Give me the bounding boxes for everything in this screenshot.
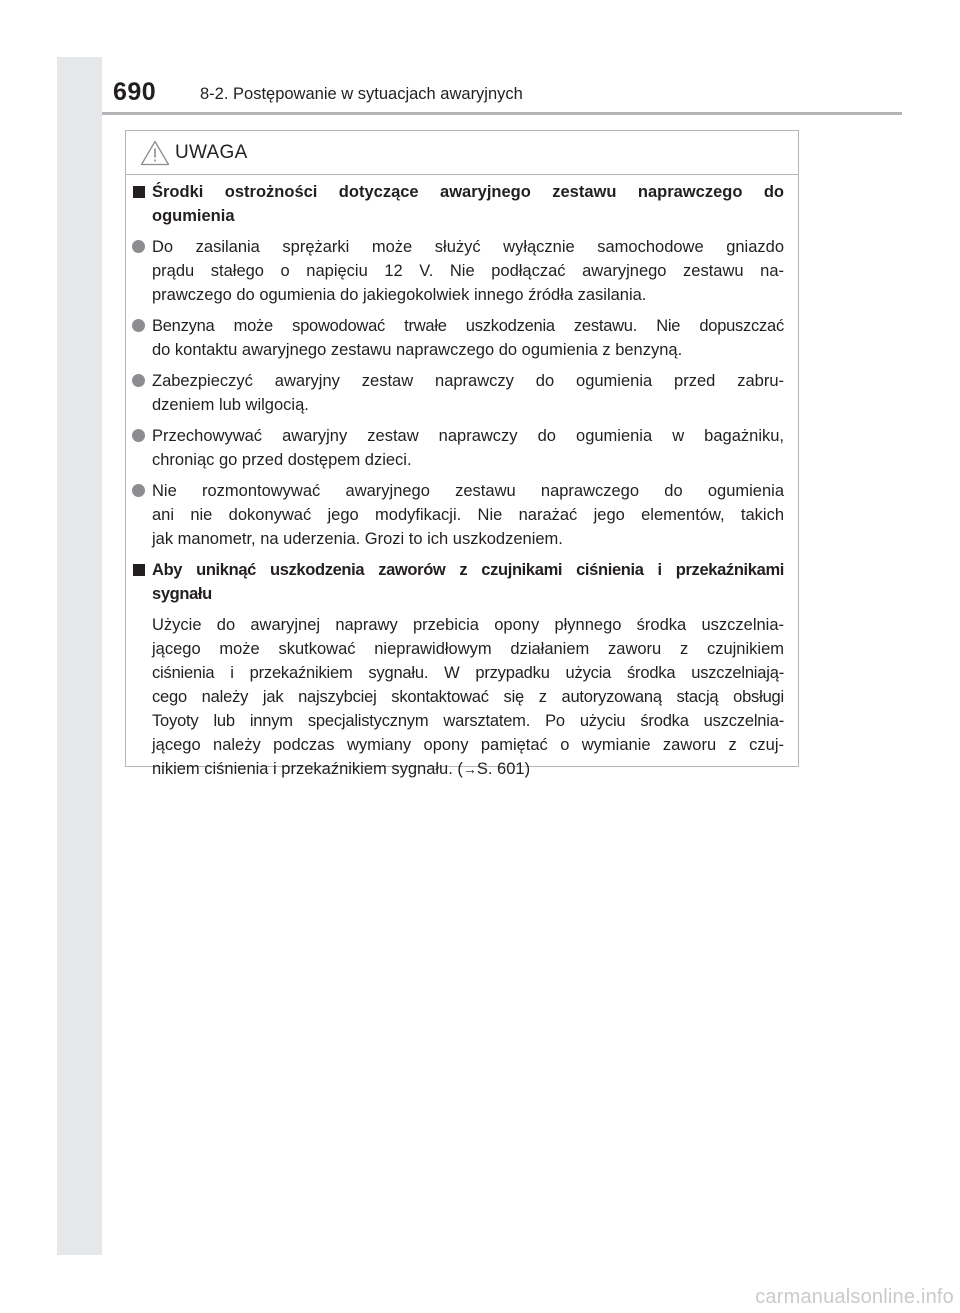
bullet-line: chroniąc go przed dostępem dzieci. — [152, 451, 412, 469]
bullet-line: Nie rozmontowywać awaryjnego zestawu naprawczego do ogumienia — [152, 482, 784, 500]
section-heading — [131, 180, 784, 228]
warning-content — [131, 180, 784, 781]
bullet-line: Zabezpieczyć awaryjny zestaw naprawczy do ogumienia przed zabru- — [152, 372, 784, 390]
paragraph-line — [152, 757, 784, 781]
section-title: 8-2. Postępowanie w sytuacjach awaryjnych — [200, 85, 523, 103]
bullet-line: Benzyna może spowodować trwałe uszkodzenia zestawu. Nie dopuszczać — [152, 317, 784, 335]
bullet-line: dzeniem lub wilgocią. — [152, 396, 309, 414]
list-item — [131, 424, 784, 472]
list-item — [131, 369, 784, 417]
warning-label: UWAGA — [175, 142, 248, 163]
circle-bullet-icon — [132, 374, 145, 387]
bullet-line: prądu stałego o napięciu 12 V. Nie podłączać awaryjnego zestawu na- — [152, 262, 784, 280]
circle-bullet-icon — [132, 429, 145, 442]
watermark: carmanualsonline.info — [755, 1286, 954, 1308]
heading-line: Aby uniknąć uszkodzenia zaworów z czujnikami ciśnienia i przekaźnikami — [152, 561, 784, 579]
paragraph-line: ciśnienia i przekaźnikiem sygnału. W przypadku użycia środka uszczelniają- — [152, 664, 784, 682]
circle-bullet-icon — [132, 240, 145, 253]
paragraph-line: Użycie do awaryjnej naprawy przebicia opony płynnego środka uszczelnia- — [152, 616, 784, 634]
bullet-line: ani nie dokonywać jego modyfikacji. Nie narażać jego elementów, takich — [152, 506, 784, 524]
section-heading — [131, 558, 784, 606]
page-number: 690 — [113, 78, 157, 106]
square-bullet-icon — [133, 186, 145, 198]
heading-line: sygnału — [152, 585, 212, 603]
square-bullet-icon — [133, 564, 145, 576]
heading-line: ogumienia — [152, 207, 235, 225]
circle-bullet-icon — [132, 319, 145, 332]
warning-triangle-icon — [140, 140, 170, 166]
warning-header-rule — [126, 174, 798, 175]
warning-box — [125, 130, 799, 778]
bullet-list — [131, 235, 784, 551]
arrow-right-icon: → — [462, 761, 477, 777]
page-reference: S. 601) — [476, 760, 531, 778]
circle-bullet-icon — [132, 484, 145, 497]
paragraph-line: jącego może skutkować nieprawidłowym działaniem zaworu z czujnikiem — [152, 640, 784, 658]
list-item — [131, 479, 784, 551]
bullet-line: Do zasilania sprężarki może służyć wyłącznie samochodowe gniazdo — [152, 238, 784, 256]
list-item — [131, 235, 784, 307]
paragraph-text: nikiem ciśnienia i przekaźnikiem sygnału. ( — [152, 760, 463, 778]
bullet-line: do kontaktu awaryjnego zestawu naprawczego do ogumienia z benzyną. — [152, 341, 683, 359]
header-rule — [102, 112, 902, 115]
warning-header — [140, 139, 248, 167]
bullet-line: prawczego do ogumienia do jakiegokolwiek innego źródła zasilania. — [152, 286, 647, 304]
margin-strip — [57, 57, 102, 1255]
bullet-line: Przechowywać awaryjny zestaw naprawczy do ogumienia w bagażniku, — [152, 427, 784, 445]
paragraph-line: Toyoty lub innym specjalistycznym warsztatem. Po użyciu środka uszczelnia- — [152, 712, 784, 730]
paragraph-line: jącego należy podczas wymiany opony pamiętać o wymianie zaworu z czuj- — [152, 736, 784, 754]
heading-line: Środki ostrożności dotyczące awaryjnego zestawu naprawczego do — [152, 183, 784, 201]
paragraph — [131, 613, 784, 781]
paragraph-line: cego należy jak najszybciej skontaktować się z autoryzowaną stacją obsługi — [152, 688, 784, 706]
list-item — [131, 314, 784, 362]
bullet-line: jak manometr, na uderzenia. Grozi to ich uszkodzeniem. — [152, 530, 563, 548]
